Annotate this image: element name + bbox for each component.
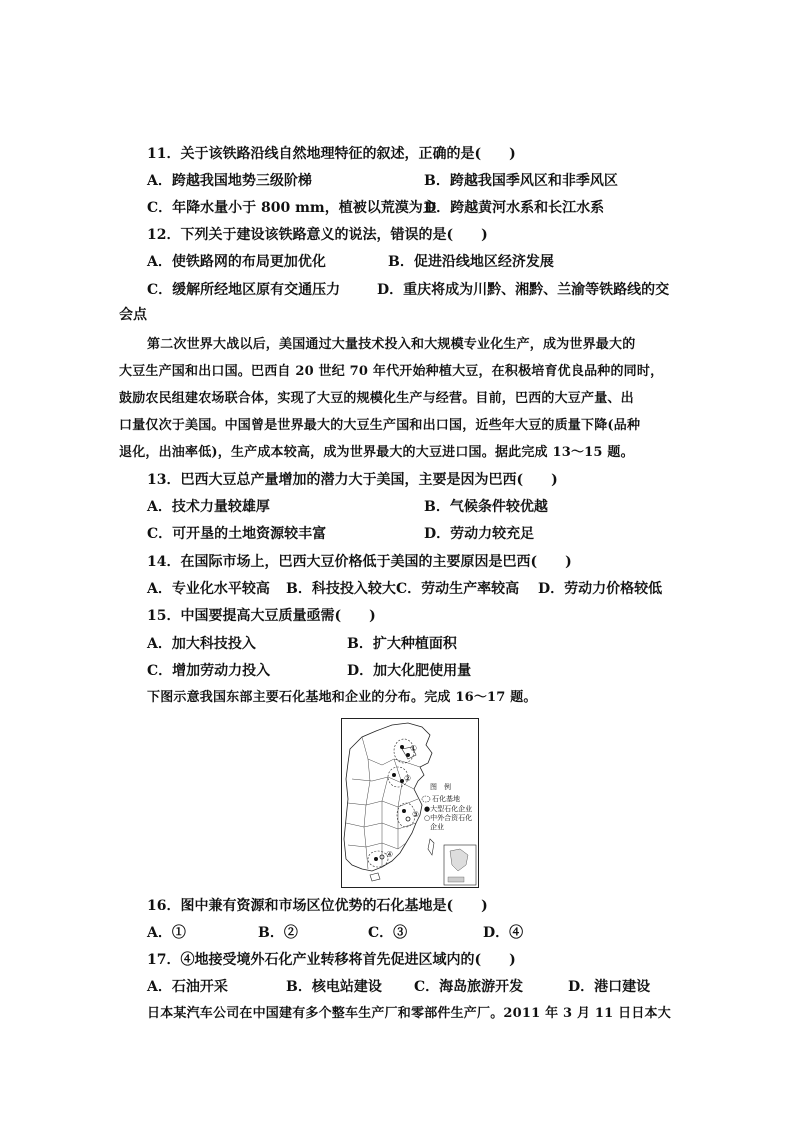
- question-16-stem: 16．图中兼有资源和市场区位优势的石化基地是( ): [147, 898, 488, 914]
- q11-option-c: C．年降水量小于 800 mm，植被以荒漠为主: [147, 200, 437, 216]
- q17-option-a: A．石油开采: [147, 979, 228, 995]
- question-14-stem: 14．在国际市场上，巴西大豆价格低于美国的主要原因是巴西( ): [147, 554, 572, 570]
- q16-option-c: C．③: [368, 925, 408, 941]
- q15-option-a: A．加大科技投入: [147, 636, 256, 652]
- passage-soybean-line: 退化，出油率低)，生产成本较高，成为世界最大的大豆进口国。据此完成 13～15 题。: [119, 445, 634, 460]
- q14-option-d: D．劳动力价格较低: [538, 581, 663, 597]
- map-marker-2: ②: [404, 774, 412, 783]
- q13-option-a: A．技术力量较雄厚: [147, 499, 270, 515]
- question-11-stem: 11．关于该铁路沿线自然地理特征的叙述，正确的是( ): [147, 146, 516, 162]
- q15-option-d: D．加大化肥使用量: [347, 663, 472, 679]
- passage-soybean-line: 大豆生产国和出口国。巴西自 20 世纪 70 年代开始种植大豆，在积极培育优良品种的同时，: [119, 364, 664, 379]
- q14-option-c: C．劳动生产率较高: [396, 581, 520, 597]
- q13-option-b: B．气候条件较优越: [424, 499, 548, 515]
- question-17-stem: 17．④地接受境外石化产业转移将首先促进区域内的( ): [147, 952, 516, 968]
- question-15-stem: 15．中国要提高大豆质量亟需( ): [147, 608, 376, 624]
- q15-option-b: B．扩大种植面积: [347, 636, 457, 652]
- q12-option-b: B．促进沿线地区经济发展: [388, 254, 554, 270]
- passage-petrochem-intro: 下图示意我国东部主要石化基地和企业的分布。完成 16～17 题。: [147, 690, 537, 705]
- petrochemical-map: [341, 718, 479, 888]
- q11-option-b: B．跨越我国季风区和非季风区: [424, 173, 618, 189]
- q17-option-d: D．港口建设: [568, 979, 651, 995]
- map-marker-4: ④: [386, 850, 394, 859]
- q13-option-c: C．可开垦的土地资源较丰富: [147, 526, 327, 542]
- map-legend-base: 石化基地: [432, 795, 460, 803]
- q17-option-c: C．海岛旅游开发: [414, 979, 524, 995]
- q16-option-b: B．②: [258, 925, 298, 941]
- passage-soybean-line: 第二次世界大战以后，美国通过大量技术投入和大规模专业化生产，成为世界最大的: [147, 337, 636, 352]
- q14-option-b: B．科技投入较大: [286, 581, 396, 597]
- q16-option-a: A．①: [147, 925, 186, 941]
- map-marker-1: ①: [410, 744, 418, 753]
- question-13-stem: 13．巴西大豆总产量增加的潜力大于美国，主要是因为巴西( ): [147, 472, 558, 488]
- map-marker-3: ③: [412, 810, 420, 819]
- map-legend-joint-cont: 企业: [430, 823, 444, 831]
- map-legend-title: 图 例: [430, 783, 451, 791]
- q16-option-d: D．④: [483, 925, 524, 941]
- q11-option-d: D．跨越黄河水系和长江水系: [424, 200, 605, 216]
- q11-option-a: A．跨越我国地势三级阶梯: [147, 173, 312, 189]
- q12-option-d: D．重庆将成为川黔、湘黔、兰渝等铁路线的交: [377, 282, 670, 298]
- q15-option-c: C．增加劳动力投入: [147, 663, 271, 679]
- q12-option-c: C．缓解所经地区原有交通压力: [147, 282, 341, 298]
- question-12-stem: 12．下列关于建设该铁路意义的说法，错误的是( ): [147, 227, 488, 243]
- passage-soybean-line: 鼓励农民组建农场联合体，实现了大豆的规模化生产与经营。目前，巴西的大豆产量、出: [119, 391, 634, 406]
- q17-option-b: B．核电站建设: [286, 979, 382, 995]
- passage-soybean-line: 口量仅次于美国。中国曾是世界最大的大豆生产国和出口国，近些年大豆的质量下降(品种: [119, 418, 641, 433]
- map-legend-joint: ○中外合资石化: [424, 814, 473, 822]
- q12-option-a: A．使铁路网的布局更加优化: [147, 254, 326, 270]
- q12-option-d-continued: 会点: [119, 307, 147, 323]
- q13-option-d: D．劳动力较充足: [424, 526, 535, 542]
- q14-option-a: A．专业化水平较高: [147, 581, 270, 597]
- passage-auto-intro: 日本某汽车公司在中国建有多个整车生产厂和零部件生产厂。2011 年 3 月 11 日日本大: [147, 1006, 671, 1021]
- map-legend-large: ●大型石化企业: [424, 805, 473, 813]
